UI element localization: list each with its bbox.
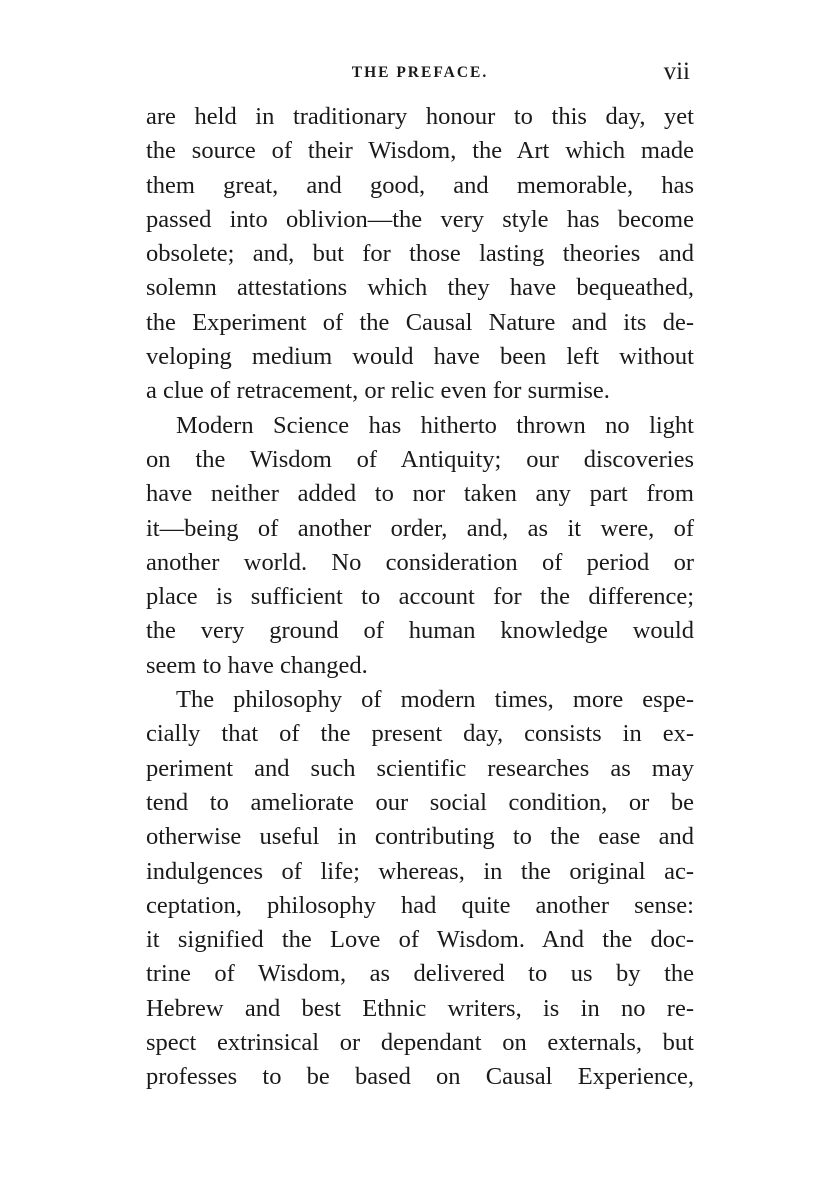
text-line: it signified the Love of Wisdom. And the doc- xyxy=(146,926,694,954)
text-line: otherwise useful in contributing to the ease and xyxy=(146,823,694,851)
text-line: veloping medium would have been left without xyxy=(146,343,694,371)
text-line: periment and such scientific researches as may xyxy=(146,754,694,782)
text-line: place is sufficient to account for the difference; xyxy=(146,583,694,611)
paragraph-start-line: Modern Science has hitherto thrown no light xyxy=(176,411,694,439)
text-line: spect extrinsical or dependant on externals, but xyxy=(146,1029,694,1057)
text-line: on the Wisdom of Antiquity; our discoveries xyxy=(146,445,694,473)
text-line: professes to be based on Causal Experience, xyxy=(146,1063,694,1091)
text-line: another world. No consideration of period or xyxy=(146,548,694,576)
running-title: THE PREFACE. xyxy=(351,64,489,81)
text-line: Hebrew and best Ethnic writers, is in no re- xyxy=(146,994,694,1022)
text-line: obsolete; and, but for those lasting theories and xyxy=(146,240,694,268)
text-line: the source of their Wisdom, the Art which made xyxy=(146,137,694,165)
text-line: them great, and good, and memorable, has xyxy=(146,171,694,199)
text-line: the very ground of human knowledge would xyxy=(146,617,694,645)
text-line: seem to have changed. xyxy=(146,651,368,679)
text-line: cially that of the present day, consists in ex- xyxy=(146,720,694,748)
text-line: the Experiment of the Causal Nature and its de- xyxy=(146,308,694,336)
text-line: have neither added to nor taken any part from xyxy=(146,480,694,508)
paragraph-start-line: The philosophy of modern times, more espe- xyxy=(176,686,694,714)
text-line: tend to ameliorate our social condition, or be xyxy=(146,788,694,816)
text-line: it—being of another order, and, as it were, of xyxy=(146,514,694,542)
running-head xyxy=(146,58,694,92)
text-line: solemn attestations which they have bequeathed, xyxy=(146,274,694,302)
text-line: ceptation, philosophy had quite another sense: xyxy=(146,891,694,919)
page-number: vii xyxy=(663,58,690,85)
text-line: are held in traditionary honour to this day, yet xyxy=(146,103,694,130)
text-line: indulgences of life; whereas, in the original ac- xyxy=(146,857,694,885)
text-line: a clue of retracement, or relic even for surmise. xyxy=(146,377,610,405)
text-line: trine of Wisdom, as delivered to us by the xyxy=(146,960,694,988)
body-text xyxy=(146,100,694,1095)
text-line: passed into oblivion—the very style has become xyxy=(146,205,694,233)
